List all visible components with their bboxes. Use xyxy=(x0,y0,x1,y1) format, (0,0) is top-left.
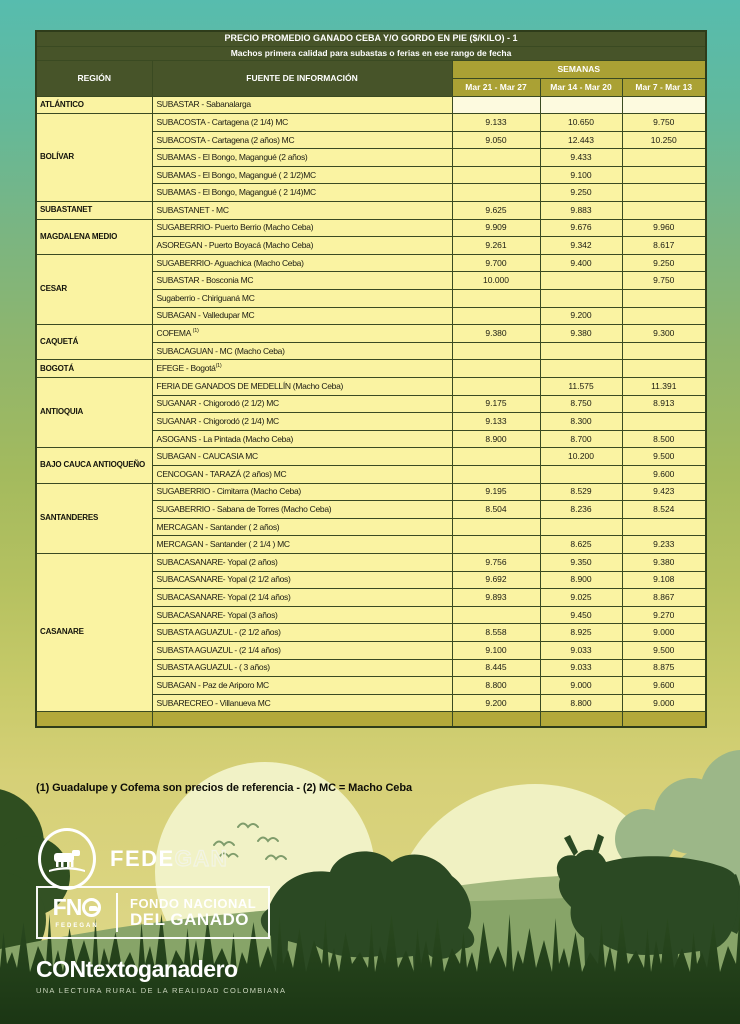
price-cell: 9.909 xyxy=(452,219,540,237)
fng-line2: DEL GANADO xyxy=(130,910,249,930)
table-row xyxy=(36,483,706,501)
region-cell: SUBASTANET xyxy=(36,202,152,220)
table-title: PRECIO PROMEDIO GANADO CEBA Y/O GORDO EN PIE ($/KILO) - 1 xyxy=(36,31,706,46)
price-cell xyxy=(452,307,540,325)
region-cell: CASANARE xyxy=(36,553,152,711)
price-cell: 11.391 xyxy=(622,378,706,396)
source-cell: MERCAGAN - Santander ( 2 años) xyxy=(152,518,452,536)
fng-logo xyxy=(36,886,270,939)
region-cell: CESAR xyxy=(36,254,152,324)
price-cell: 9.450 xyxy=(540,606,622,624)
fng-letters: FN xyxy=(52,893,82,920)
week-header-2: Mar 14 - Mar 20 xyxy=(540,78,622,96)
price-cell: 9.342 xyxy=(540,237,622,255)
price-cell xyxy=(452,360,540,378)
price-cell xyxy=(540,518,622,536)
table-row xyxy=(36,96,706,114)
region-cell: BAJO CAUCA ANTIOQUEÑO xyxy=(36,448,152,483)
table-row xyxy=(36,202,706,220)
source-cell: SUBACASANARE- Yopal (3 años) xyxy=(152,606,452,624)
region-cell: CAQUETÁ xyxy=(36,325,152,360)
price-cell xyxy=(540,465,622,483)
price-cell: 10.650 xyxy=(540,114,622,132)
region-cell: ANTIOQUIA xyxy=(36,378,152,448)
source-cell: SUBACASANARE- Yopal (2 1/4 años) xyxy=(152,589,452,607)
price-cell: 8.524 xyxy=(622,501,706,519)
price-cell: 9.200 xyxy=(452,694,540,712)
price-cell: 9.676 xyxy=(540,219,622,237)
price-cell: 9.025 xyxy=(540,589,622,607)
price-cell xyxy=(452,166,540,184)
source-cell: SUBAMAS - El Bongo, Magangué ( 2 1/2)MC xyxy=(152,166,452,184)
price-cell: 9.500 xyxy=(622,448,706,466)
week-header-1: Mar 21 - Mar 27 xyxy=(452,78,540,96)
price-cell: 9.500 xyxy=(622,641,706,659)
source-cell: SUGANAR - Chigorodó (2 1/4) MC xyxy=(152,413,452,431)
price-cell: 9.600 xyxy=(622,465,706,483)
price-cell: 9.380 xyxy=(540,325,622,343)
price-cell xyxy=(452,536,540,554)
price-cell xyxy=(452,378,540,396)
price-cell: 9.033 xyxy=(540,659,622,677)
source-cell: SUBAMAS - El Bongo, Magangué (2 años) xyxy=(152,149,452,167)
source-cell: SUGABERRIO- Aguachica (Macho Ceba) xyxy=(152,254,452,272)
source-cell: FERIA DE GANADOS DE MEDELLÍN (Macho Ceba) xyxy=(152,378,452,396)
price-cell xyxy=(540,342,622,360)
column-header-fuente: FUENTE DE INFORMACIÓN xyxy=(152,60,452,96)
table-row xyxy=(36,553,706,571)
price-cell xyxy=(452,606,540,624)
region-cell: ATLÁNTICO xyxy=(36,96,152,114)
cow-icon xyxy=(47,844,87,874)
source-cell: ASOREGAN - Puerto Boyacá (Macho Ceba) xyxy=(152,237,452,255)
price-cell: 10.000 xyxy=(452,272,540,290)
price-cell: 9.433 xyxy=(540,149,622,167)
price-cell xyxy=(622,307,706,325)
price-cell: 9.883 xyxy=(540,202,622,220)
price-cell: 8.500 xyxy=(622,430,706,448)
price-table xyxy=(35,30,705,728)
price-cell xyxy=(452,518,540,536)
source-cell: EFEGE - Bogotá$^{(1)}$ xyxy=(152,360,452,378)
source-cell: SUBACAGUAN - MC (Macho Ceba) xyxy=(152,342,452,360)
source-cell: SUBASTA AGUAZUL - ( 3 años) xyxy=(152,659,452,677)
price-cell xyxy=(452,342,540,360)
source-cell: ASOGANS - La Pintada (Macho Ceba) xyxy=(152,430,452,448)
price-cell: 9.250 xyxy=(622,254,706,272)
source-cell: SUBAGAN - CAUCASIA MC xyxy=(152,448,452,466)
source-cell: Sugaberrio - Chiriguaná MC xyxy=(152,290,452,308)
source-cell: CENCOGAN - TARAZÁ (2 años) MC xyxy=(152,465,452,483)
region-cell: MAGDALENA MEDIO xyxy=(36,219,152,254)
price-cell: 9.423 xyxy=(622,483,706,501)
price-cell: 8.700 xyxy=(540,430,622,448)
table-footer-row xyxy=(36,712,706,727)
price-cell xyxy=(540,360,622,378)
price-cell: 9.700 xyxy=(452,254,540,272)
price-cell: 10.200 xyxy=(540,448,622,466)
price-cell xyxy=(622,202,706,220)
price-cell xyxy=(452,290,540,308)
price-cell: 9.100 xyxy=(540,166,622,184)
fng-g-cow-icon xyxy=(82,898,101,917)
region-cell: BOGOTÁ xyxy=(36,360,152,378)
table-row xyxy=(36,360,706,378)
price-cell: 8.504 xyxy=(452,501,540,519)
price-cell: 9.893 xyxy=(452,589,540,607)
price-cell: 9.195 xyxy=(452,483,540,501)
price-cell: 8.800 xyxy=(452,677,540,695)
price-cell xyxy=(622,360,706,378)
source-cell: SUBARECREO - Villanueva MC xyxy=(152,694,452,712)
source-cell: MERCAGAN - Santander ( 2 1/4 ) MC xyxy=(152,536,452,554)
fng-sub-label: FEDEGAN xyxy=(55,922,99,929)
price-cell: 8.236 xyxy=(540,501,622,519)
price-cell: 9.625 xyxy=(452,202,540,220)
price-table-body xyxy=(36,96,706,712)
price-cell: 9.380 xyxy=(622,553,706,571)
price-cell xyxy=(622,413,706,431)
contexto-logo xyxy=(36,956,286,995)
source-cell: SUBACASANARE- Yopal (2 años) xyxy=(152,553,452,571)
source-cell: SUGABERRIO - Sabana de Torres (Macho Ceba) xyxy=(152,501,452,519)
price-cell: 8.925 xyxy=(540,624,622,642)
price-cell: 9.000 xyxy=(622,624,706,642)
region-cell: SANTANDERES xyxy=(36,483,152,553)
price-cell: 9.250 xyxy=(540,184,622,202)
source-cell: SUBACOSTA - Cartagena (2 años) MC xyxy=(152,131,452,149)
table-row xyxy=(36,448,706,466)
source-cell: SUBAMAS - El Bongo, Magangué ( 2 1/4)MC xyxy=(152,184,452,202)
source-cell: SUBAGAN - Paz de Ariporo MC xyxy=(152,677,452,695)
price-cell: 8.800 xyxy=(540,694,622,712)
price-cell: 9.600 xyxy=(622,677,706,695)
fng-acronym-block xyxy=(38,893,116,932)
price-cell: 9.750 xyxy=(622,272,706,290)
price-cell: 8.750 xyxy=(540,395,622,413)
price-cell: 9.200 xyxy=(540,307,622,325)
price-cell: 9.350 xyxy=(540,553,622,571)
price-cell: 9.380 xyxy=(452,325,540,343)
price-cell: 8.867 xyxy=(622,589,706,607)
source-cell: SUBASTA AGUAZUL - (2 1/2 años) xyxy=(152,624,452,642)
price-cell xyxy=(622,166,706,184)
price-cell: 8.875 xyxy=(622,659,706,677)
source-cell: SUBASTANET - MC xyxy=(152,202,452,220)
price-cell: 9.270 xyxy=(622,606,706,624)
price-cell xyxy=(622,184,706,202)
column-header-region: REGIÓN xyxy=(36,60,152,96)
price-cell: 9.000 xyxy=(540,677,622,695)
price-cell xyxy=(452,96,540,114)
fedegan-ring-icon xyxy=(38,828,96,890)
price-cell: 9.750 xyxy=(622,114,706,132)
price-cell: 9.133 xyxy=(452,413,540,431)
price-cell: 8.529 xyxy=(540,483,622,501)
table-row xyxy=(36,325,706,343)
price-cell: 12.443 xyxy=(540,131,622,149)
price-cell xyxy=(622,290,706,308)
price-cell xyxy=(452,184,540,202)
region-cell: BOLÍVAR xyxy=(36,114,152,202)
fedegan-wordmark: FEDEGAN xyxy=(110,846,229,871)
price-cell: 9.133 xyxy=(452,114,540,132)
source-cell: SUBACOSTA - Cartagena (2 1/4) MC xyxy=(152,114,452,132)
price-cell xyxy=(452,465,540,483)
price-cell xyxy=(622,518,706,536)
price-cell xyxy=(452,149,540,167)
column-header-semanas: SEMANAS xyxy=(452,60,706,78)
price-cell xyxy=(622,149,706,167)
price-cell xyxy=(540,96,622,114)
price-cell xyxy=(452,448,540,466)
price-cell: 9.033 xyxy=(540,641,622,659)
price-cell: 9.261 xyxy=(452,237,540,255)
price-cell: 9.756 xyxy=(452,553,540,571)
price-cell: 8.300 xyxy=(540,413,622,431)
source-cell: SUBAGAN - Valledupar MC xyxy=(152,307,452,325)
price-cell: 9.300 xyxy=(622,325,706,343)
source-cell: SUBASTAR - Sabanalarga xyxy=(152,96,452,114)
table-subtitle: Machos primera calidad para subastas o ferias en ese rango de fecha xyxy=(36,46,706,60)
price-cell: 9.233 xyxy=(622,536,706,554)
price-cell: 8.625 xyxy=(540,536,622,554)
price-cell: 9.692 xyxy=(452,571,540,589)
price-cell: 9.050 xyxy=(452,131,540,149)
price-cell: 9.400 xyxy=(540,254,622,272)
source-cell: SUGABERRIO - Cimitarra (Macho Ceba) xyxy=(152,483,452,501)
price-cell: 9.108 xyxy=(622,571,706,589)
price-cell: 9.960 xyxy=(622,219,706,237)
source-cell: SUGABERRIO- Puerto Berrio (Macho Ceba) xyxy=(152,219,452,237)
fng-line1: FONDO NACIONAL xyxy=(130,896,257,911)
week-header-3: Mar 7 - Mar 13 xyxy=(622,78,706,96)
source-cell: SUBASTA AGUAZUL - (2 1/4 años) xyxy=(152,641,452,659)
source-cell: SUBACASANARE- Yopal (2 1/2 años) xyxy=(152,571,452,589)
price-cell: 8.900 xyxy=(540,571,622,589)
fedegan-logo xyxy=(38,828,228,890)
price-cell: 8.900 xyxy=(452,430,540,448)
price-cell xyxy=(540,290,622,308)
price-cell: 9.100 xyxy=(452,641,540,659)
price-cell xyxy=(622,96,706,114)
price-cell: 8.913 xyxy=(622,395,706,413)
source-cell: SUBASTAR - Bosconia MC xyxy=(152,272,452,290)
contexto-title: CONtextoganadero xyxy=(36,956,238,982)
price-cell: 9.000 xyxy=(622,694,706,712)
price-cell xyxy=(622,342,706,360)
footnote: (1) Guadalupe y Cofema son precios de referencia - (2) MC = Macho Ceba xyxy=(36,782,412,794)
source-cell: SUGANAR - Chigorodó (2 1/2) MC xyxy=(152,395,452,413)
contexto-tagline: UNA LECTURA RURAL DE LA REALIDAD COLOMBIANA xyxy=(36,986,287,995)
price-cell: 9.175 xyxy=(452,395,540,413)
price-cell: 10.250 xyxy=(622,131,706,149)
price-cell: 11.575 xyxy=(540,378,622,396)
price-cell: 8.558 xyxy=(452,624,540,642)
table-row xyxy=(36,219,706,237)
price-cell: 8.617 xyxy=(622,237,706,255)
price-cell xyxy=(540,272,622,290)
table-row xyxy=(36,378,706,396)
table-row xyxy=(36,114,706,132)
price-cell: 8.445 xyxy=(452,659,540,677)
source-cell: COFEMA $^{(1)}$ xyxy=(152,325,452,343)
table-row xyxy=(36,254,706,272)
